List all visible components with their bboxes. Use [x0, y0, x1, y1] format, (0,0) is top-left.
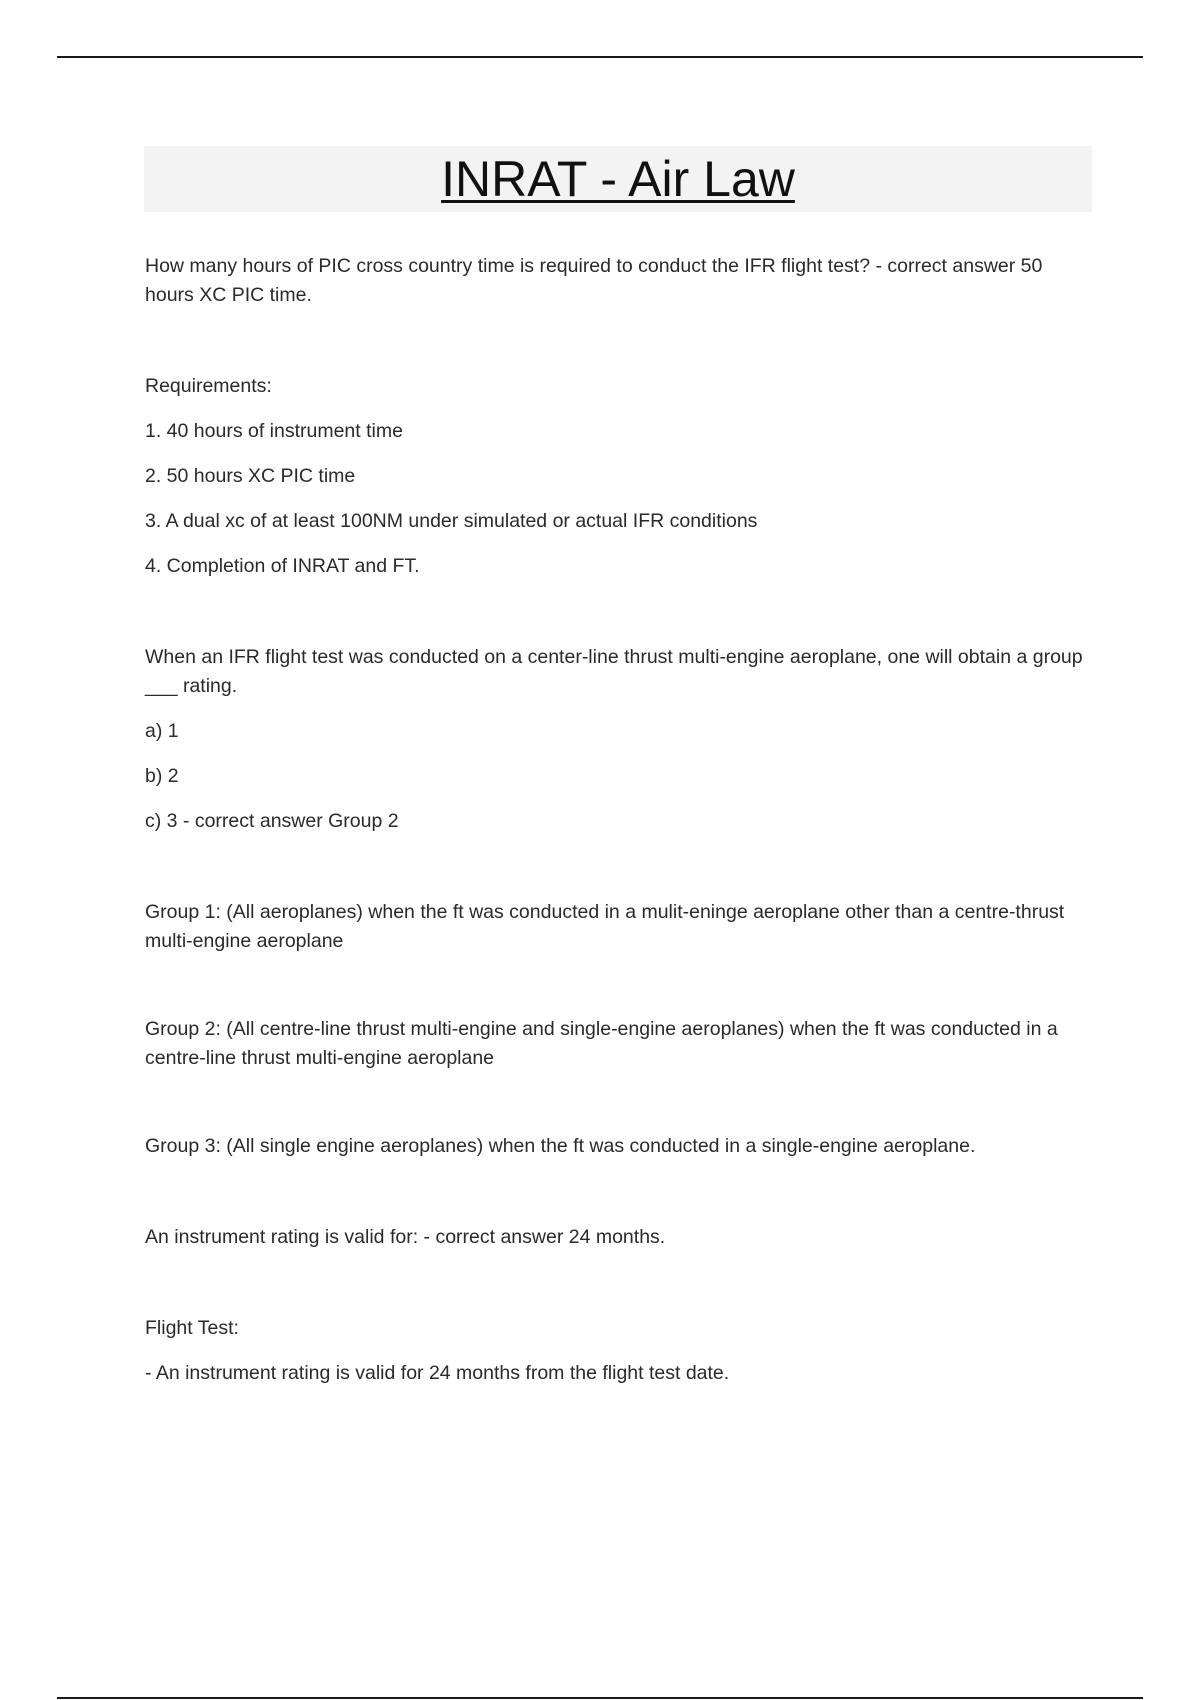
group-1-description: Group 1: (All aeroplanes) when the ft was conducted in a mulit-eninge aeroplane other than a centre-thrust multi-engine aeroplane: [145, 901, 1065, 952]
question-1: How many hours of PIC cross country time is required to conduct the IFR flight test? - correct answer 50 hours XC PIC time.: [145, 255, 1043, 306]
question-2: When an IFR flight test was conducted on a center-line thrust multi-engine aeroplane, one will obtain a group ___ rating.: [145, 646, 1083, 697]
document-body: [145, 252, 1090, 1388]
top-divider: [57, 56, 1143, 58]
requirement-item-4: 4. Completion of INRAT and FT.: [145, 555, 420, 577]
requirements-heading: Requirements:: [145, 375, 272, 397]
document-title: INRAT - Air Law: [441, 151, 795, 207]
bottom-divider: [57, 1697, 1143, 1699]
requirement-item-1: 1. 40 hours of instrument time: [145, 420, 403, 442]
question-2-option-b: b) 2: [145, 765, 179, 787]
group-2-description: Group 2: (All centre-line thrust multi-engine and single-engine aeroplanes) when the ft was conducted in a centre-line thrust multi-engine aeroplane: [145, 1018, 1058, 1069]
flight-test-heading: Flight Test:: [145, 1317, 239, 1339]
question-2-option-c: c) 3 - correct answer Group 2: [145, 810, 399, 832]
question-3: An instrument rating is valid for: - correct answer 24 months.: [145, 1226, 666, 1248]
requirement-item-2: 2. 50 hours XC PIC time: [145, 465, 356, 487]
flight-test-note: - An instrument rating is valid for 24 months from the flight test date.: [145, 1362, 730, 1384]
question-2-option-a: a) 1: [145, 720, 179, 742]
requirement-item-3: 3. A dual xc of at least 100NM under simulated or actual IFR conditions: [145, 510, 758, 532]
group-3-description: Group 3: (All single engine aeroplanes) when the ft was conducted in a single-engine aeroplane.: [145, 1135, 976, 1157]
title-banner: [144, 146, 1092, 212]
